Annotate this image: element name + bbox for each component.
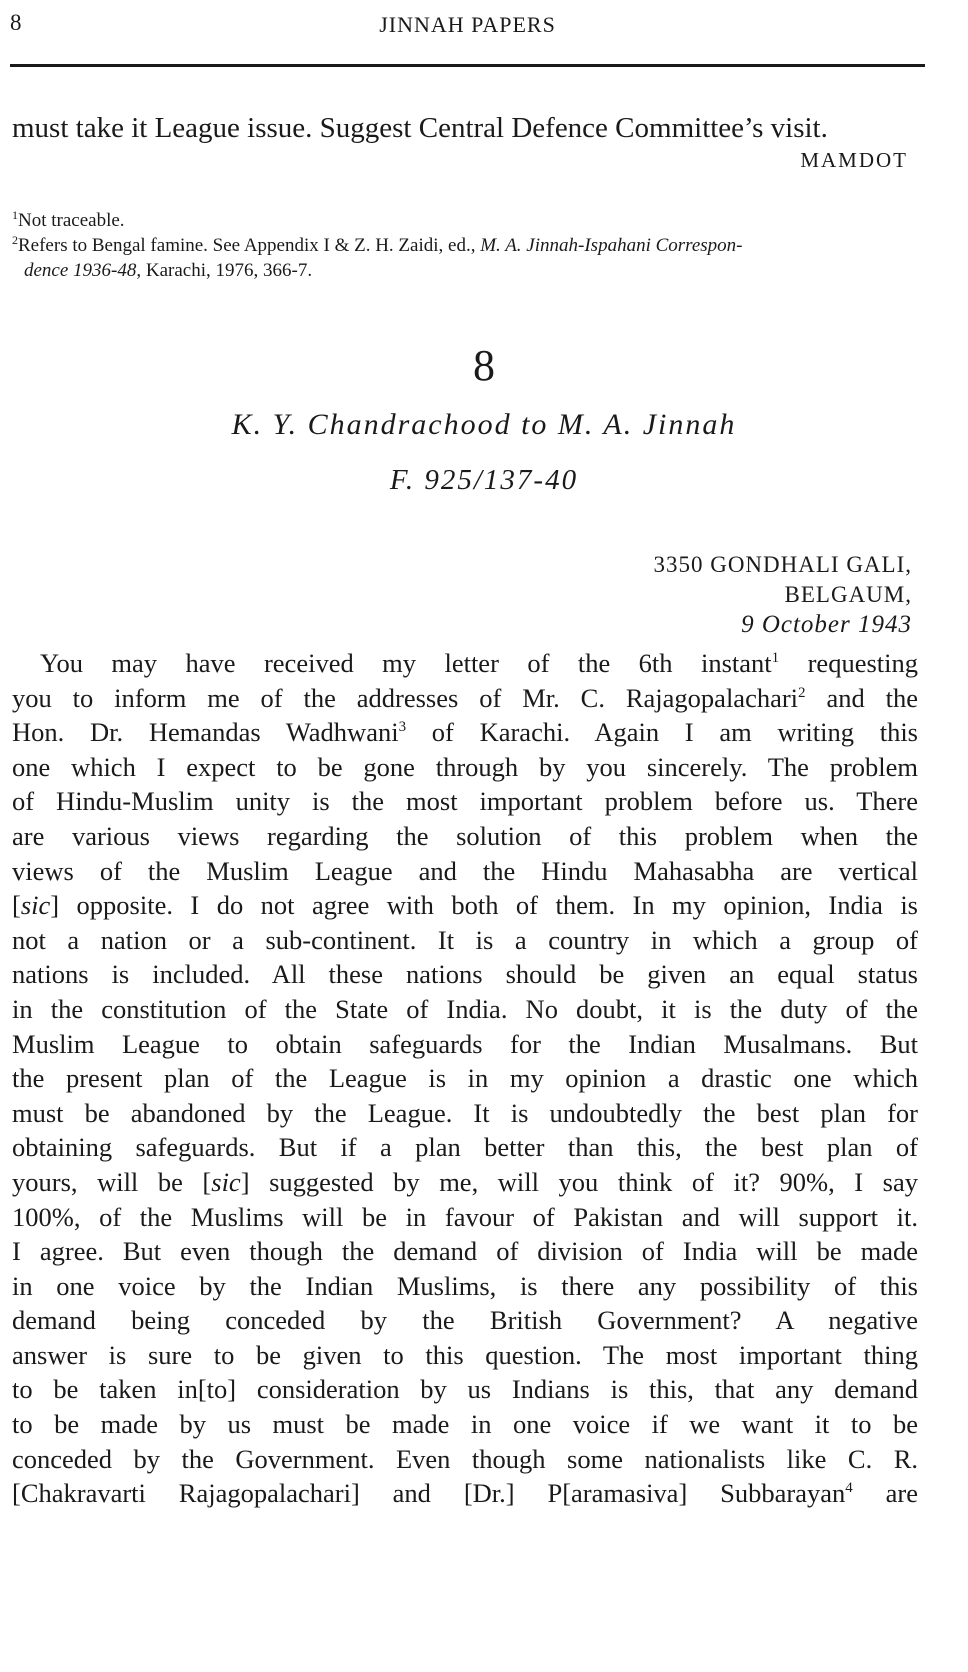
continuation-text: must take it League issue. Suggest Central Defence Committee’s visit. <box>12 112 828 144</box>
body-line: nations is included. All these nations should be given an equal status <box>12 959 918 990</box>
body-line: of Hindu-Muslim unity is the most important problem before us. There <box>12 786 918 817</box>
body-line: [Chakravarti Rajagopalachari] and [Dr.] P[aramasiva] Subbarayan$^4$ are <box>12 1478 918 1509</box>
address-line: 3350 GONDHALI GALI, <box>653 552 912 577</box>
sender-address <box>653 550 912 640</box>
body-line: one which I expect to be gone through by you sincerely. The problem <box>12 751 918 782</box>
footnote-text-end: , Karachi, 1976, 366-7. <box>136 260 313 281</box>
page-number: 8 <box>10 10 22 35</box>
footnotes <box>12 208 920 283</box>
running-header <box>10 8 925 48</box>
body-line: yours, will be [sic] suggested by me, will you think of it? 90%, I say <box>12 1166 918 1197</box>
body-line: I agree. But even though the demand of division of India will be made <box>12 1236 918 1267</box>
body-line: in one voice by the Indian Muslims, is there any possibility of this <box>12 1270 918 1301</box>
signature: MAMDOT <box>800 148 908 172</box>
body-line: not a nation or a sub-continent. It is a country in which a group of <box>12 924 918 955</box>
footnote-italic-title: M. A. Jinnah-Ispahani Correspon- <box>480 235 743 256</box>
body-line: are various views regarding the solution of this problem when the <box>12 820 918 851</box>
note-ref: 1 <box>771 650 780 666</box>
body-line: the present plan of the League is in my opinion a drastic one which <box>12 1063 918 1094</box>
footnote-italic-title-cont: dence 1936-48 <box>24 260 137 281</box>
body-line: obtaining safeguards. But if a plan better than this, the best plan of <box>12 1132 918 1163</box>
body-line: to be made by us must be made in one voice if we want it to be <box>12 1409 918 1440</box>
address-line: BELGAUM, <box>784 582 912 607</box>
body-line: demand being conceded by the British Government? A negative <box>12 1305 918 1336</box>
note-ref: 4 <box>845 1480 853 1497</box>
running-title: JINNAH PAPERS <box>379 12 556 37</box>
document-title: K. Y. Chandrachood to M. A. Jinnah <box>231 408 737 441</box>
footnote-mark: 2 <box>12 233 18 247</box>
body-line: 100%, of the Muslims will be in favour of Pakistan and will support it. <box>12 1201 918 1232</box>
footnote-mark: 1 <box>12 208 18 222</box>
footnote-1 <box>12 208 920 233</box>
note-ref: 2 <box>798 684 806 701</box>
body-line: you to inform me of the addresses of Mr. C. Rajagopalachari$^2$ and the <box>12 682 919 713</box>
body-line: must be abandoned by the League. It is undoubtedly the best plan for <box>12 1097 918 1128</box>
footnote-2 <box>12 233 920 283</box>
header-rule <box>10 64 925 67</box>
letter-date: 9 October 1943 <box>741 611 912 638</box>
body-line: in the constitution of the State of India. No doubt, it is the duty of the <box>12 993 918 1024</box>
body-line: Hon. Dr. Hemandas Wadhwani$^3$ of Karachi. Again I am writing this <box>12 717 918 748</box>
body-line: [sic] opposite. I do not agree with both of them. In my opinion, India is <box>12 890 918 921</box>
body-line: views of the Muslim League and the Hindu Mahasabha are vertical <box>12 855 918 886</box>
letter-body <box>12 646 918 1511</box>
footnote-text: Not traceable. <box>18 210 125 231</box>
footnote-text: Refers to Bengal famine. See Appendix I & Z. H. Zaidi, ed., <box>18 235 481 256</box>
body-line: answer is sure to be given to this question. The most important thing <box>12 1339 918 1370</box>
note-ref: 3 <box>398 719 407 736</box>
body-line: You may have received my letter of the 6th instant$^1$ requesting <box>40 648 918 678</box>
document-number: 8 <box>473 341 495 390</box>
body-line: to be taken in[to] consideration by us Indians is this, that any demand <box>12 1374 918 1405</box>
body-line: Muslim League to obtain safeguards for the Indian Musalmans. But <box>12 1028 918 1059</box>
body-line: conceded by the Government. Even though some nationalists like C. R. <box>12 1443 918 1474</box>
document-reference: F. 925/137-40 <box>389 464 579 496</box>
